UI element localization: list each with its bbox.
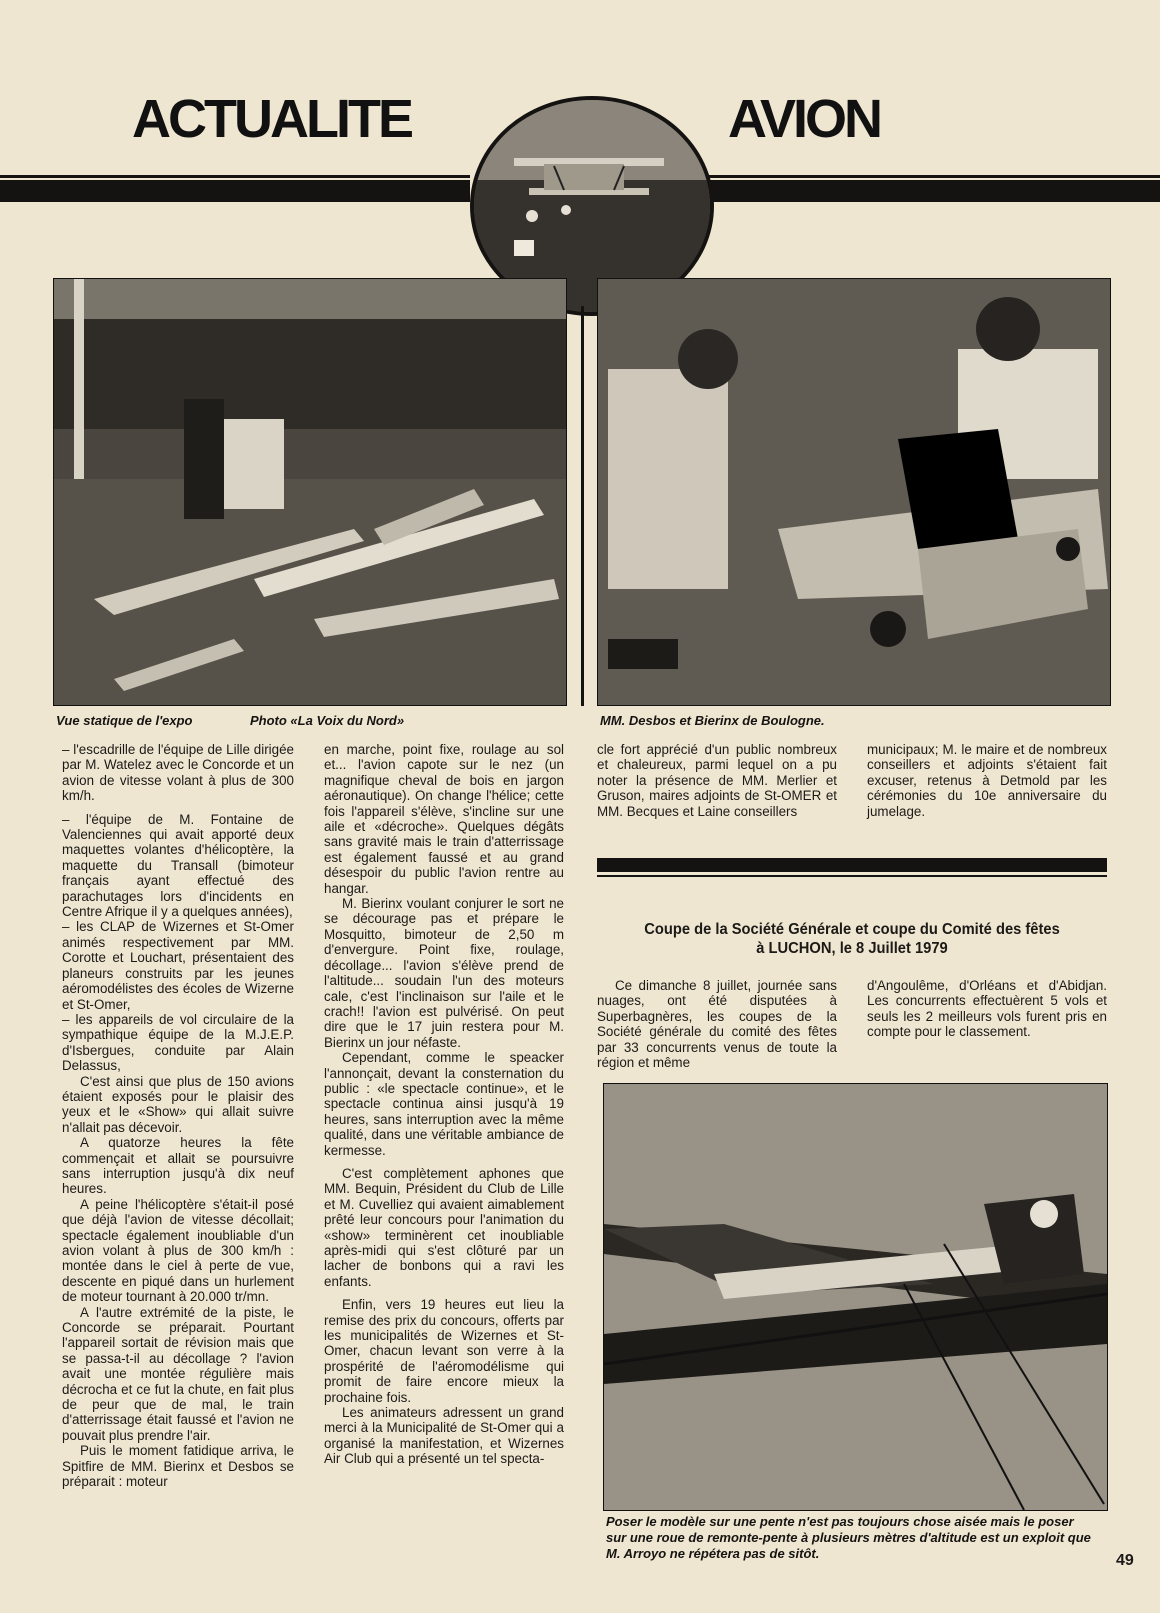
paragraph: M. Bierinx voulant conjurer le sort ne se décourage pas et prépare le Mosquitto, bimoteur de 2,50 m d'envergure. Point fixe, roulage, décollage... l'avion s'élève prend de l'altitude... soudain l'un des moteurs cale, c'est l'inclinaison sur l'aile et le crach!! l'avion est pulvérisé. On peut dire que le 17 juin restera pour M. Bierinx un jour néfaste. (324, 896, 564, 1050)
paragraph: – l'équipe de M. Fontaine de Valenciennes qui avait apporté deux maquettes volantes d'hélicoptère, la maquette du Transall (bimoteur français ayant effectué des parachutages lors d'incidents en Centre Afrique il y a quelques années), (62, 811, 294, 920)
paragraph: Cependant, comme le speacker l'annonçait, devant la consternation du public : «le spectacle continue», et le spectacle continua ainsi jusqu'à 19 heures, sans interruption avec la même qualité, dans une véritable ambiance de kermesse. (324, 1050, 564, 1158)
paragraph: – l'escadrille de l'équipe de Lille dirigée par M. Watelez avec le Concorde et un avion de vitesse volant à plus de 300 km/h. (62, 742, 294, 804)
paragraph: A peine l'hélicoptère s'était-il posé que déjà l'avion de vitesse décollait; spectacle également inoubliable d'un avion volant à plus de 300 km/h : montée dans le ciel à perte de vue, descente en piqué dans un hurlement de moteur tournant à 20.000 tr/mn. (62, 1196, 294, 1305)
section-divider-bar (597, 858, 1107, 872)
paragraph: – les appareils de vol circulaire de la sympathique équipe de la M.J.E.P. d'Isbergues, conduite par Alain Delassus, (62, 1011, 294, 1074)
paragraph: en marche, point fixe, roulage au sol et... l'avion capote sur le nez (un magnifique cheval de bois en jargon aéronautique). On change l'hélice; cette fois l'appareil s'élève, s'incline sur une aile et «décroche». Quelques dégâts sans gravité mais le train d'atterrissage est également faussé et au grand désespoir du public l'avion rentre au hangar. (324, 742, 564, 896)
column-rule (581, 306, 584, 706)
header-rule-left (0, 175, 470, 178)
paragraph: C'est ainsi que plus de 150 avions étaient exposés pour le plaisir des yeux et le «Show» qui allait suivre n'allait pas décevoir. (62, 1073, 294, 1135)
photo2-caption: MM. Desbos et Bierinx de Boulogne. (600, 713, 825, 728)
article-column-1 (62, 742, 294, 1490)
photo3-caption: Poser le modèle sur une pente n'est pas toujours chose aisée mais le poser sur une roue de remonte-pente à plusieurs mètres d'altitude est un exploit que M. Arroyo ne répétera pas de sitôt. (606, 1514, 1091, 1561)
photo1-caption: Vue statique de l'expo (56, 713, 193, 728)
paragraph: Ce dimanche 8 juillet, journée sans nuages, ont été disputées à Superbagnères, les coupes de la Société générale du comité des fêtes par 33 concurrents venus de toute la région et même (597, 978, 837, 1071)
paragraph: cle fort apprécié d'un public nombreux et chaleureux, parmi lequel on a pu noter la présence de MM. Merlier et Gruson, maires adjoints de St-OMER et MM. Becques et Laine conseillers (597, 742, 837, 819)
article-column-4 (867, 742, 1107, 819)
paragraph: – les CLAP de Wizernes et St-Omer animés respectivement par MM. Corotte et Louchart, présentaient des planeurs construits par les jeunes aéromodélistes des écoles de Wizerne et St-Omer, (62, 919, 294, 1012)
section2-heading-line2: à LUCHON, le 8 Juillet 1979 (756, 940, 948, 957)
section2-heading-line1: Coupe de la Société Générale et coupe du Comité des fêtes (644, 921, 1060, 938)
paragraph: Les animateurs adressent un grand merci à la Municipalité de St-Omer qui a organisé la manifestation, et Wizernes Air Club qui a présenté un tel specta- (324, 1405, 564, 1467)
photo-desbos-bierinx (597, 278, 1111, 706)
paragraph: municipaux; M. le maire et de nombreux conseillers et adjoints s'étaient fait excuser, retenus à Detmold par les cérémonies du 10e anniversaire du jumelage. (867, 742, 1107, 819)
header-bar-left (0, 180, 470, 202)
article-column-3 (597, 742, 837, 819)
header-bar-right (706, 180, 1160, 202)
section2-column-2 (867, 978, 1107, 1040)
photo1-credit: Photo «La Voix du Nord» (250, 713, 405, 728)
section2-heading (617, 920, 1086, 958)
page-number: 49 (1116, 1552, 1134, 1569)
photo-glider-on-ski-lift (603, 1083, 1108, 1511)
header-rule-right (706, 175, 1160, 178)
section-divider-rule (597, 875, 1107, 877)
section2-column-1 (597, 978, 837, 1070)
paragraph: Enfin, vers 19 heures eut lieu la remise des prix du concours, offerts par les municipalités de Wizernes et St-Omer, chacun levant son verre à la prospérité de l'aéromodélisme qui promit de faire encore mieux la prochaine fois. (324, 1297, 564, 1405)
header-title-right: AVION (728, 89, 881, 149)
paragraph: A quatorze heures la fête commençait et allait se poursuivre sans interruption jusqu'à dix neuf heures. (62, 1135, 294, 1197)
paragraph: A l'autre extrémité de la piste, le Concorde se préparait. Pourtant l'appareil sortait de révision mais que se passa-t-il au décollage ? l'avion avait une montée régulière mais décrocha et ce fut la chute, en fait plus de peur que de mal, le train d'atterrissage était faussé et l'avion ne pouvait plus prendre l'air. (62, 1304, 294, 1443)
photo-static-exhibition (53, 278, 567, 706)
header-title-left: ACTUALITE (132, 89, 411, 149)
paragraph: d'Angoulême, d'Orléans et d'Abidjan. Les concurrents effectuèrent 5 vols et seuls les 2 meilleurs vols furent pris en compte pour le classement. (867, 978, 1107, 1040)
paragraph: Puis le moment fatidique arriva, le Spitfire de MM. Bierinx et Desbos se préparait : moteur (62, 1443, 294, 1490)
paragraph: C'est complètement aphones que MM. Bequin, Président du Club de Lille et M. Cuvelliez qui avaient aimablement prêté leur concours pour l'animation du «show» terminèrent cet inoubliable après-midi qui s'est clôturé par un lacher de bonbons qui a ravi les enfants. (324, 1165, 564, 1289)
article-column-2 (324, 742, 564, 1467)
